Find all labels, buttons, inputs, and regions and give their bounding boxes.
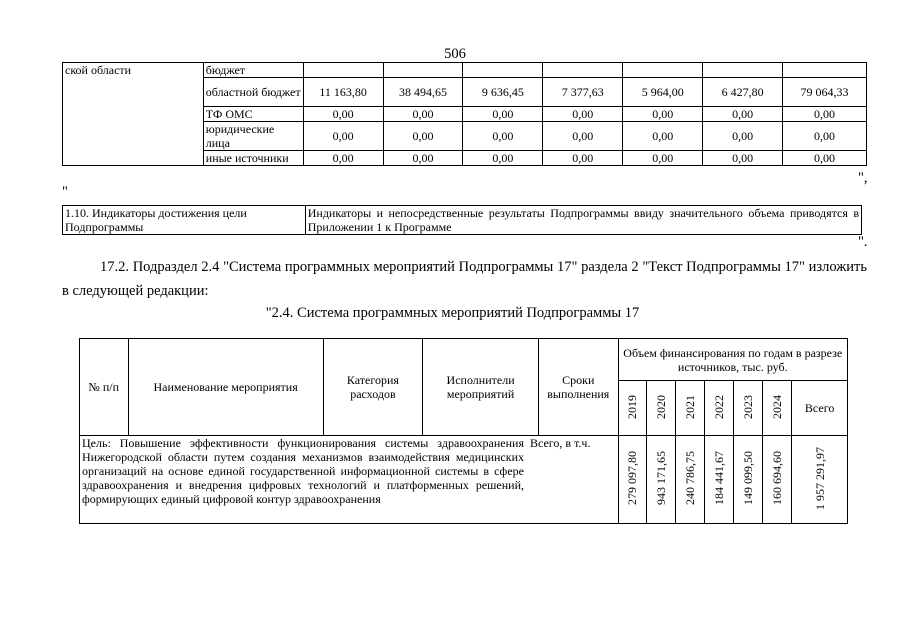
- value-cell: 0,00: [303, 107, 383, 122]
- value-cell: 0,00: [383, 151, 463, 166]
- value-cell: 0,00: [783, 122, 867, 151]
- indicators-closing: ".: [858, 234, 868, 250]
- value-cell: 0,00: [303, 122, 383, 151]
- goal-value: 943 171,65: [654, 451, 669, 505]
- value-cell: 0,00: [783, 107, 867, 122]
- goal-value: 160 694,60: [770, 451, 785, 505]
- header-year: 2024: [770, 394, 785, 419]
- source-label: юридические лица: [203, 122, 303, 151]
- goal-text: Цель: Повышение эффективности функционирования системы здравоохранения Нижегородской области путем создания механизмов взаимодействия медицинских организаций на основе единой государственной информационной системы в сфере здравоохранения и внедрения цифровых технологий и платформенных решений, формирующих единый цифровой контур здравоохранения: [82, 436, 524, 506]
- value-cell: 0,00: [703, 107, 783, 122]
- goal-value: 149 099,50: [741, 451, 756, 505]
- header-num: № п/п: [80, 339, 129, 436]
- header-terms: Сроки выполнения: [539, 339, 618, 436]
- amendment-paragraph: 17.2. Подраздел 2.4 "Система программных мероприятий Подпрограммы 17" раздела 2 "Текст Подпрограммы 17" изложить в следующей редакции:: [62, 259, 867, 299]
- header-executors: Исполнители мероприятий: [423, 339, 539, 436]
- value-cell: 11 163,80: [303, 78, 383, 107]
- value-cell: 38 494,65: [383, 78, 463, 107]
- value-cell: 0,00: [703, 122, 783, 151]
- source-label: областной бюджет: [203, 78, 303, 107]
- header-year: 2021: [683, 394, 698, 419]
- value-cell: 0,00: [543, 151, 623, 166]
- goal-value: 279 097,80: [625, 451, 640, 505]
- value-cell: 0,00: [623, 122, 703, 151]
- source-label: ТФ ОМС: [203, 107, 303, 122]
- value-cell: 79 064,33: [783, 78, 867, 107]
- value-cell: 0,00: [543, 122, 623, 151]
- funding-table-continuation: [62, 62, 867, 166]
- value-cell: 6 427,80: [703, 78, 783, 107]
- section-title: "2.4. Система программных мероприятий Подпрограммы 17: [265, 305, 640, 321]
- indicators-table: [62, 205, 862, 235]
- region-cell: ской области: [63, 63, 204, 166]
- value-cell: 0,00: [303, 151, 383, 166]
- value-cell: 0,00: [463, 122, 543, 151]
- value-cell: 0,00: [543, 107, 623, 122]
- header-total: Всего: [792, 381, 848, 436]
- goal-value: 240 786,75: [683, 451, 698, 505]
- page-number: 506: [444, 46, 466, 62]
- goal-value: 184 441,67: [712, 451, 727, 505]
- value-cell: 0,00: [623, 151, 703, 166]
- header-year: 2022: [712, 394, 727, 419]
- value-cell: 0,00: [783, 151, 867, 166]
- value-cell: 9 636,45: [463, 78, 543, 107]
- value-cell: 0,00: [463, 107, 543, 122]
- opening-quote: ": [62, 184, 68, 200]
- value-cell: 0,00: [623, 107, 703, 122]
- header-year: 2020: [654, 394, 669, 419]
- measures-table: [79, 338, 848, 524]
- indicators-label: 1.10. Индикаторы достижения цели Подпрограммы: [63, 206, 306, 235]
- header-category: Категория расходов: [323, 339, 422, 436]
- value-cell: 0,00: [383, 122, 463, 151]
- header-year: 2019: [625, 394, 640, 419]
- header-name: Наименование мероприятия: [128, 339, 323, 436]
- indicators-value: Индикаторы и непосредственные результаты Подпрограммы ввиду значительного объема приводятся в Приложении 1 к Программе: [305, 206, 861, 235]
- goal-value-total: 1 957 291,97: [812, 446, 827, 510]
- value-cell: 0,00: [703, 151, 783, 166]
- goal-source: Всего, в т.ч.: [530, 436, 591, 450]
- value-cell: 5 964,00: [623, 78, 703, 107]
- source-label: иные источники: [203, 151, 303, 166]
- value-cell: 7 377,63: [543, 78, 623, 107]
- source-label: бюджет: [203, 63, 303, 78]
- value-cell: 0,00: [383, 107, 463, 122]
- value-cell: 0,00: [463, 151, 543, 166]
- header-year: 2023: [741, 394, 756, 419]
- header-funding: Объем финансирования по годам в разрезе источников, тыс. руб.: [618, 339, 848, 381]
- closing-quote: ",: [858, 170, 868, 186]
